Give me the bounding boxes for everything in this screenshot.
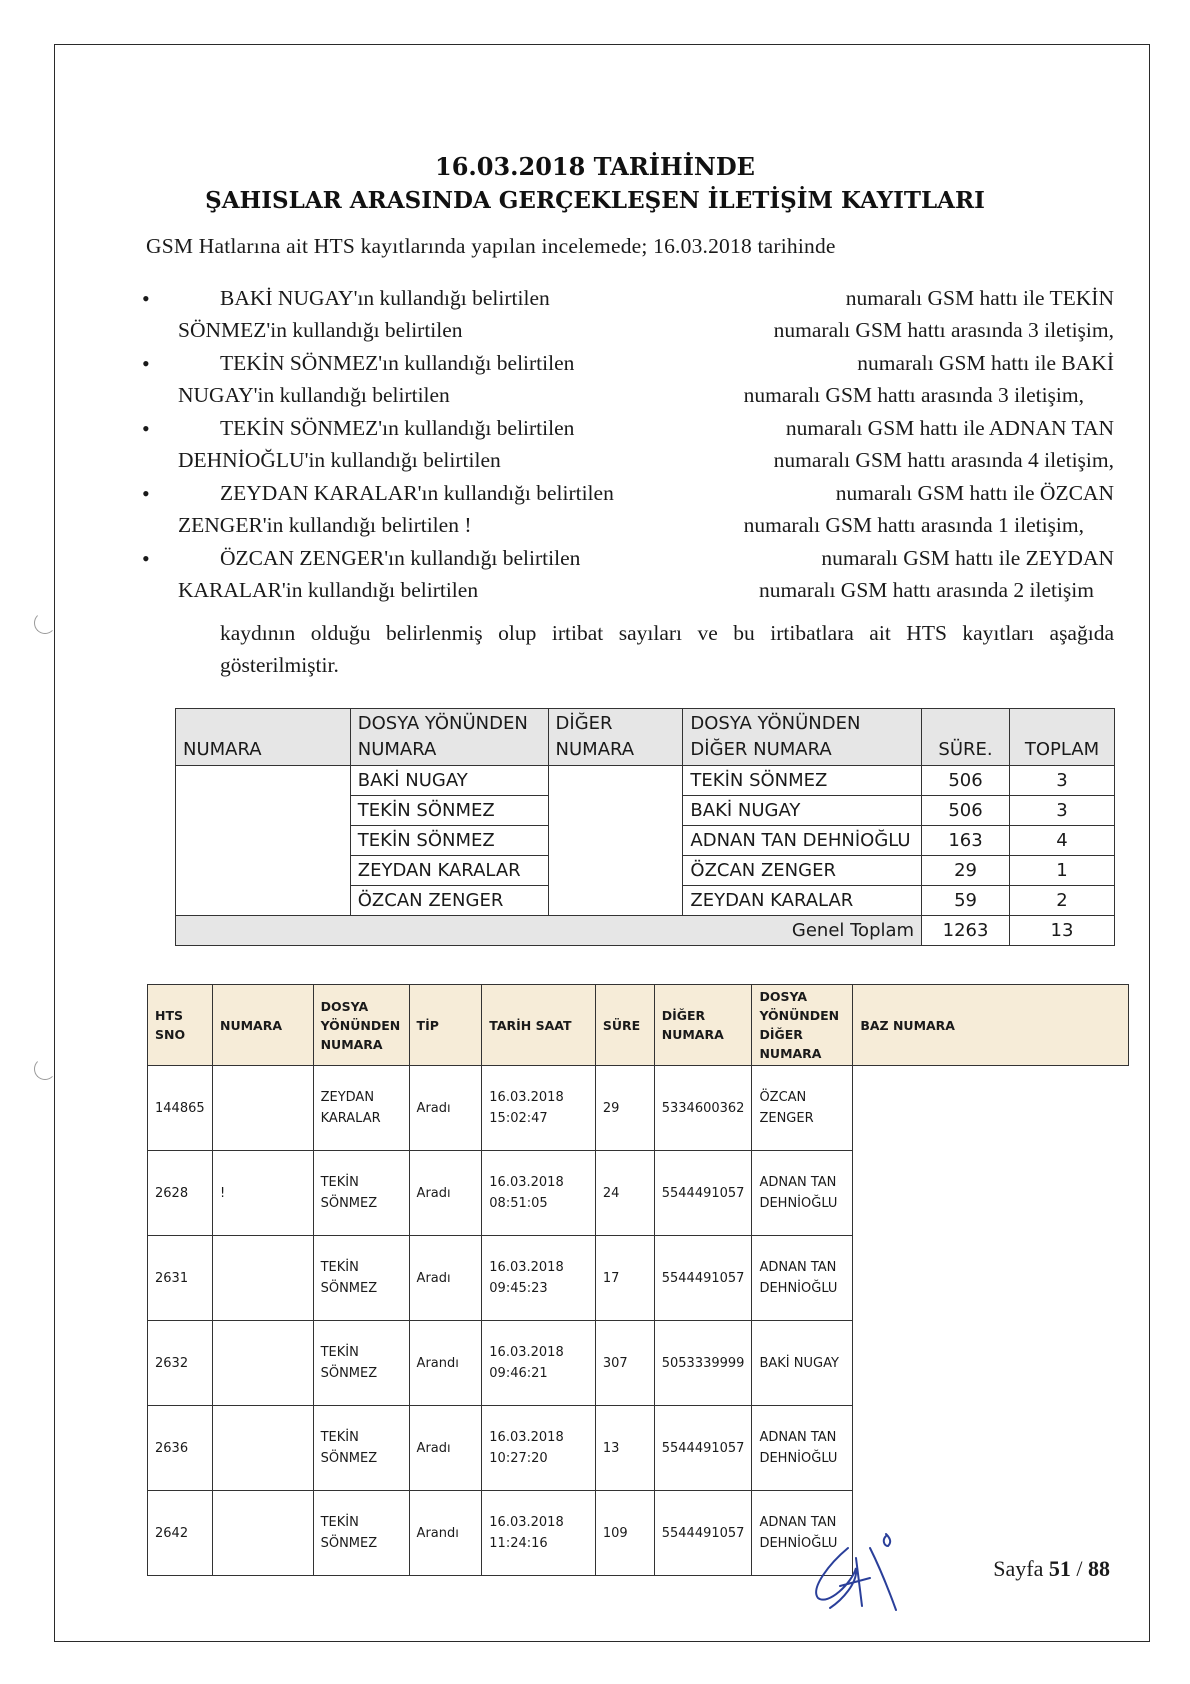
table-row [176,766,1115,796]
toplam-cell: 1 [1010,856,1115,886]
dosya-cell: TEKİN SÖNMEZ [350,796,548,826]
list-item [178,351,1114,416]
diger-cell: 5544491057 [654,1151,752,1236]
signature-stroke [816,1534,896,1610]
header-line: DİĞER [555,713,613,734]
dosya-diger-cell [752,1066,853,1151]
sno-cell: 2628 [148,1151,213,1236]
baz-cell [853,1321,1129,1406]
table-header-row [148,985,1129,1066]
numara-cell [212,1321,313,1406]
summary-table [175,708,1115,946]
tip-cell: Arandı [409,1491,482,1576]
cell-line: ZEYDAN [320,1090,375,1105]
header-line: DİĞER NUMARA [690,739,832,760]
tarih-cell [482,1066,596,1151]
toplam-cell: 2 [1010,886,1115,916]
dosya-diger-cell [752,1321,853,1406]
sure-cell: 13 [595,1406,654,1491]
tip-cell: Aradı [409,1406,482,1491]
bullet-right-line2: numaralı GSM hattı arasında 1 iletişim, [743,513,1084,537]
dosya-cell: ÖZCAN ZENGER [350,886,548,916]
total-toplam: 13 [1010,916,1115,946]
cell-line: DEHNİOĞLU [759,1536,838,1551]
bullet-right-line1: numaralı GSM hattı ile TEKİN [845,286,1114,310]
cell-line: 09:46:21 [489,1366,548,1381]
diger-cell: 5544491057 [654,1491,752,1576]
dosya-cell: ZEYDAN KARALAR [350,856,548,886]
sure-cell: 24 [595,1151,654,1236]
diger-cell: 5544491057 [654,1236,752,1321]
dosya-cell [313,1491,409,1576]
header-line: SNO [155,1027,186,1042]
sure-cell: 29 [922,856,1010,886]
baz-cell [853,1236,1129,1321]
bullet-left-line1: • TEKİN SÖNMEZ'ın kullandığı belirtilen [220,351,575,375]
header-line: NUMARA [320,1036,383,1052]
sure-cell: 59 [922,886,1010,916]
sno-cell: 2632 [148,1321,213,1406]
cell-line: SÖNMEZ [320,1281,378,1296]
dosya-cell [313,1151,409,1236]
table-row [148,1491,1129,1576]
numara-cell [212,1406,313,1491]
total-label: Genel Toplam [176,916,922,946]
cell-line: TEKİN [320,1260,359,1275]
list-item [178,481,1114,546]
bullet-right-line2: numaralı GSM hattı arasında 4 iletişim, [773,448,1114,472]
cell-line: 16.03.2018 [489,1090,564,1105]
page-total: 88 [1088,1556,1110,1581]
bullet-left-line1: • TEKİN SÖNMEZ'ın kullandığı belirtilen [220,416,575,440]
diger-numara-cell [548,766,683,916]
diger-cell: 5053339999 [654,1321,752,1406]
sure-cell: 307 [595,1321,654,1406]
dosya-cell [313,1066,409,1151]
cell-line: KARALAR [320,1111,381,1126]
bullet-left-line1: • BAKİ NUGAY'ın kullandığı belirtilen [220,286,550,310]
page-number [993,1556,1110,1582]
header-line: DOSYA [759,989,807,1004]
dosya-cell [313,1321,409,1406]
column-header-sure: SÜRE. [922,709,1010,766]
cell-line: ADNAN TAN [759,1430,837,1445]
dosya-diger-cell: ÖZCAN ZENGER [683,856,922,886]
bullet-right-line1: numaralı GSM hattı ile BAKİ [857,351,1114,375]
dosya-diger-cell: ZEYDAN KARALAR [683,886,922,916]
cell-line: 16.03.2018 [489,1515,564,1530]
sure-cell: 29 [595,1066,654,1151]
bullet-left-line1: • ZEYDAN KARALAR'ın kullandığı belirtilen [220,481,614,505]
tarih-cell [482,1236,596,1321]
page-word: Sayfa [993,1556,1044,1581]
toplam-cell: 3 [1010,766,1115,796]
bullet-left-line2: NUGAY'in kullandığı belirtilen [178,383,450,407]
page-separator: / [1070,1556,1088,1581]
cell-line: 16.03.2018 [489,1345,564,1360]
dosya-diger-cell [752,1406,853,1491]
column-header-numara: NUMARA [212,985,313,1066]
dosya-cell: BAKİ NUGAY [350,766,548,796]
cell-line: ADNAN TAN [759,1175,837,1190]
column-header-dosya-diger-numara [752,985,853,1066]
tarih-cell [482,1406,596,1491]
column-header-dosya-numara [350,709,548,766]
numara-cell [212,1236,313,1321]
cell-line: 16.03.2018 [489,1175,564,1190]
cell-line: TEKİN [320,1430,359,1445]
cell-line: SÖNMEZ [320,1366,378,1381]
cell-line: 16.03.2018 [489,1430,564,1445]
bullet-left-line2: KARALAR'in kullandığı belirtilen [178,578,479,602]
cell-line: SÖNMEZ [320,1196,378,1211]
list-item [178,286,1114,351]
cell-line: DEHNİOĞLU [759,1196,838,1211]
cell-line: 09:45:23 [489,1281,548,1296]
tip-cell: Aradı [409,1236,482,1321]
numara-cell [176,766,351,916]
dosya-diger-cell [752,1236,853,1321]
header-line: YÖNÜNDEN [759,1008,840,1023]
cell-line: TEKİN [320,1515,359,1530]
cell-line: 10:27:20 [489,1451,548,1466]
table-row [148,1151,1129,1236]
header-line: YÖNÜNDEN [320,1017,401,1033]
tip-cell: Aradı [409,1151,482,1236]
sno-cell: 2631 [148,1236,213,1321]
dosya-diger-cell: BAKİ NUGAY [683,796,922,826]
column-header-tarih-saat: TARİH SAAT [482,985,596,1066]
dosya-diger-cell: TEKİN SÖNMEZ [683,766,922,796]
total-row [176,916,1115,946]
punch-hole-mark [34,612,56,634]
toplam-cell: 3 [1010,796,1115,826]
bullet-left-line2: ZENGER'in kullandığı belirtilen ! [178,513,472,537]
page-current: 51 [1048,1556,1071,1581]
column-header-dosya-diger-numara [683,709,922,766]
column-header-numara: NUMARA [176,709,351,766]
cell-line: DEHNİOĞLU [759,1451,838,1466]
cell-line: TEKİN [320,1345,359,1360]
bullet-right-line2: numaralı GSM hattı arasında 3 iletişim, [743,383,1084,407]
list-item [178,416,1114,481]
sure-cell: 109 [595,1491,654,1576]
dosya-cell: TEKİN SÖNMEZ [350,826,548,856]
header-line: DOSYA [320,998,369,1014]
closing-paragraph: kaydının olduğu belirlenmiş olup irtibat sayıları ve bu irtibatlara ait HTS kayıtları aşağıda gösterilmiştir. [220,621,1114,677]
header-line: DOSYA YÖNÜNDEN [690,713,861,734]
tarih-cell [482,1491,596,1576]
intro-paragraph: GSM Hatlarına ait HTS kayıtlarında yapılan incelemede; 16.03.2018 tarihinde [146,234,836,258]
cell-line: DEHNİOĞLU [759,1281,838,1296]
bullet-left-line2: DEHNİOĞLU'in kullandığı belirtilen [178,448,501,472]
sure-cell: 506 [922,796,1010,826]
cell-line: SÖNMEZ [320,1451,378,1466]
cell-line: TEKİN [320,1175,359,1190]
sure-cell: 163 [922,826,1010,856]
bullet-left-line2: SÖNMEZ'in kullandığı belirtilen [178,318,463,342]
sure-cell: 506 [922,766,1010,796]
column-header-hts-sno [148,985,213,1066]
column-header-diger-numara [548,709,683,766]
column-header-toplam: TOPLAM [1010,709,1115,766]
hts-detail-table [147,984,1129,1576]
dosya-diger-cell [752,1151,853,1236]
cell-line: ADNAN TAN [759,1260,837,1275]
table-row [148,1321,1129,1406]
header-line: DİĞER [759,1027,803,1042]
numara-cell [212,1066,313,1151]
sno-cell: 2636 [148,1406,213,1491]
bullet-right-line2: numaralı GSM hattı arasında 2 iletişim [759,578,1094,602]
signature-mark [800,1528,920,1618]
page-title-date: 16.03.2018 TARİHİNDE [435,152,755,181]
page-title-main: ŞAHISLAR ARASINDA GERÇEKLEŞEN İLETİŞİM KAYITLARI [205,187,985,214]
table-row [148,1406,1129,1491]
cell-line: BAKİ NUGAY [759,1355,839,1371]
baz-cell [853,1406,1129,1491]
cell-line: ADNAN TAN [759,1515,837,1530]
header-line: NUMARA [555,739,635,760]
sno-cell: 2642 [148,1491,213,1576]
tip-cell: Arandı [409,1321,482,1406]
diger-cell: 5544491057 [654,1406,752,1491]
diger-cell: 5334600362 [654,1066,752,1151]
bullet-left-line1: • ÖZCAN ZENGER'ın kullandığı belirtilen [220,546,581,570]
column-header-tip: TİP [409,985,482,1066]
table-header-row [176,709,1115,766]
bullet-right-line1: numaralı GSM hattı ile ÖZCAN [835,481,1114,505]
column-header-diger-numara [654,985,752,1066]
dosya-cell [313,1236,409,1321]
communication-list [178,286,1114,611]
column-header-baz-numara: BAZ NUMARA [853,985,1129,1066]
column-header-sure: SÜRE [595,985,654,1066]
tarih-cell [482,1321,596,1406]
bullet-right-line2: numaralı GSM hattı arasında 3 iletişim, [773,318,1114,342]
tarih-cell [482,1151,596,1236]
cell-line: ÖZCAN [759,1090,807,1105]
table-row [148,1066,1129,1151]
column-header-dosya-numara [313,985,409,1066]
baz-cell [853,1151,1129,1236]
cell-line: 08:51:05 [489,1196,548,1211]
list-item [178,546,1114,611]
punch-hole-mark [34,1058,56,1080]
dosya-cell [313,1406,409,1491]
bullet-right-line1: numaralı GSM hattı ile ADNAN TAN [785,416,1114,440]
cell-line: 15:02:47 [489,1111,548,1126]
sno-cell: 144865 [148,1066,213,1151]
sure-cell: 17 [595,1236,654,1321]
header-line: DOSYA YÖNÜNDEN [357,713,528,734]
table-row [148,1236,1129,1321]
toplam-cell: 4 [1010,826,1115,856]
cell-line: SÖNMEZ [320,1536,378,1551]
header-line: HTS [155,1008,183,1023]
header-line: NUMARA [759,1046,822,1061]
numara-cell [212,1491,313,1576]
header-line: NUMARA [357,739,437,760]
baz-cell [853,1066,1129,1151]
header-line: DİĞER [661,1008,706,1023]
header-line: NUMARA [661,1027,724,1042]
tip-cell: Aradı [409,1066,482,1151]
total-sure: 1263 [922,916,1010,946]
cell-line: ZENGER [759,1111,814,1126]
cell-line: 11:24:16 [489,1536,548,1551]
bullet-right-line1: numaralı GSM hattı ile ZEYDAN [821,546,1114,570]
numara-cell: ! [212,1151,313,1236]
cell-line: 16.03.2018 [489,1260,564,1275]
dosya-diger-cell: ADNAN TAN DEHNİOĞLU [683,826,922,856]
